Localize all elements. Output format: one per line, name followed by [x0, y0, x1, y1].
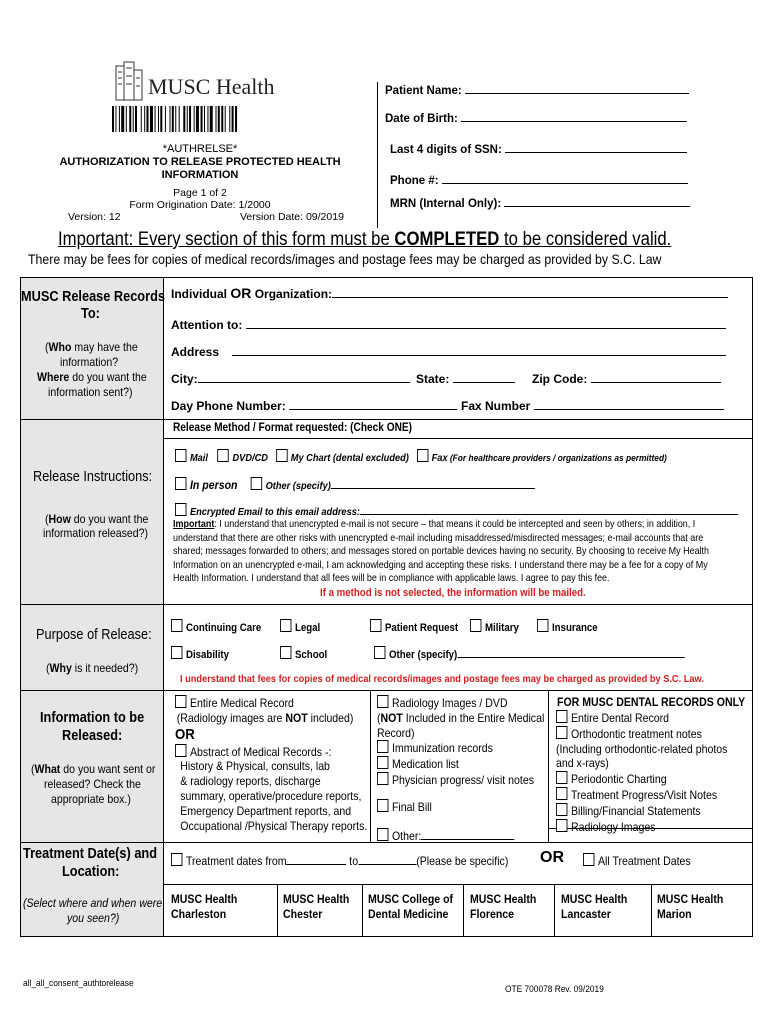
purpose-other[interactable] — [374, 646, 684, 661]
loc-col-divider-3 — [463, 884, 464, 936]
grid-bottom-border — [20, 936, 753, 937]
form-title-line2: INFORMATION — [161, 169, 239, 181]
specific-label: (Please be specific) — [416, 854, 509, 868]
treatment-dates-checkbox[interactable] — [171, 853, 182, 866]
treatment-heading-2: Location: — [62, 864, 120, 880]
military-checkbox[interactable] — [470, 619, 481, 632]
radiology-dvd-note — [377, 711, 544, 726]
location-florence[interactable] — [470, 892, 536, 922]
dvd-checkbox[interactable] — [218, 449, 229, 462]
location-dental[interactable] — [368, 892, 453, 922]
abstract-line: & radiology reports, discharge — [180, 774, 321, 789]
location-line-1: MUSC Health — [171, 892, 238, 906]
ortho-option[interactable] — [556, 726, 727, 742]
in-person-checkbox[interactable] — [175, 477, 186, 490]
purpose-label-cell — [21, 604, 163, 690]
location-line-1: MUSC Health — [283, 892, 350, 906]
treatment-progress-label: Treatment Progress/Visit Notes — [570, 787, 718, 802]
header-divider — [377, 82, 378, 228]
purpose-continuing-care[interactable] — [171, 619, 261, 634]
why-bold: Why — [49, 661, 72, 675]
building-logo-icon — [112, 58, 146, 102]
release-to-heading: MUSC Release Records — [21, 289, 165, 305]
or-separator: OR — [175, 725, 195, 743]
loc-col-divider-4 — [554, 884, 555, 936]
abstract-option[interactable] — [175, 744, 367, 760]
what-hint: (What do you want sent or — [31, 762, 156, 776]
mrn-label: MRN (Internal Only): — [390, 198, 502, 210]
abstract-line: summary, operative/procedure reports, — [180, 788, 362, 803]
state-field[interactable] — [416, 372, 515, 386]
abstract-checkbox[interactable] — [175, 744, 186, 757]
logo-text: MUSC Health — [148, 74, 275, 99]
insurance-label: Insurance — [551, 622, 598, 634]
perio-option[interactable] — [556, 771, 727, 787]
version-date: Version Date: 09/2019 — [240, 211, 344, 223]
info-col-divider-2 — [548, 690, 549, 842]
military-label: Military — [484, 622, 519, 634]
grid-top-border — [20, 277, 753, 278]
insurance-checkbox[interactable] — [537, 619, 548, 632]
entire-record-option[interactable] — [175, 695, 367, 711]
who-hint-2: information? — [60, 355, 119, 369]
release-instructions-heading: Release Instructions: — [33, 469, 153, 485]
grid-right-border — [752, 277, 753, 937]
location-line-1: MUSC Health — [470, 892, 537, 906]
medication-option[interactable] — [377, 756, 544, 772]
purpose-insurance[interactable] — [537, 619, 598, 634]
ortho-label: Orthodontic treatment notes — [570, 726, 702, 741]
release-method-label: Release Method / Format requested: (Check ONE) — [173, 422, 413, 434]
dob-field[interactable] — [385, 113, 687, 125]
patient-name-field[interactable] — [385, 85, 689, 97]
important-pre: Important: Every section of this form must be — [58, 229, 395, 250]
fax-note: (For healthcare providers / organizations as permitted) — [447, 453, 667, 464]
purpose-heading: Purpose of Release: — [36, 627, 152, 643]
school-checkbox[interactable] — [280, 646, 291, 659]
zip-field[interactable] — [532, 372, 721, 386]
legal-checkbox[interactable] — [280, 619, 291, 632]
medication-checkbox[interactable] — [377, 756, 388, 769]
fax-number-field[interactable] — [461, 399, 724, 413]
treatment-progress-option[interactable] — [556, 787, 727, 803]
radiology-images-option[interactable] — [377, 695, 544, 711]
location-lancaster[interactable] — [561, 892, 627, 922]
where-rest: do you want the — [69, 370, 147, 384]
where-hint-2: information sent?) — [48, 385, 133, 399]
immunization-option[interactable] — [377, 740, 544, 756]
zip-label: Zip Code: — [532, 372, 588, 386]
important-underlined — [58, 229, 671, 250]
how-rest: do you want the — [70, 512, 149, 526]
entire-dental-checkbox[interactable] — [556, 710, 567, 723]
organization-label: Organization: — [254, 287, 333, 301]
radiology-note-pre: (Radiology images are — [176, 710, 286, 725]
phone-field[interactable] — [390, 175, 688, 187]
legal-label: Legal — [294, 622, 321, 634]
fax-number-label: Fax Number — [461, 399, 531, 413]
mychart-label: My Chart (dental excluded) — [290, 452, 409, 464]
purpose-other-label: Other (specify) — [388, 649, 458, 661]
billing-option[interactable] — [556, 803, 727, 819]
page-info: Page 1 of 2 — [173, 187, 227, 199]
what-bold: What — [34, 762, 61, 776]
address-field[interactable] — [171, 345, 726, 359]
mychart-option[interactable] — [276, 452, 409, 464]
ortho-note-2: and x-rays) — [556, 756, 609, 771]
school-label: School — [294, 649, 328, 661]
disclaimer-important: Important — [173, 519, 215, 530]
fees-notice: There may be fees for copies of medical records/images and postage fees may be charged as provided by S.C. Law — [28, 251, 662, 267]
ortho-note: (Including orthodontic-related photos — [556, 741, 728, 756]
footer-left: all_all_consent_authtorelease — [23, 978, 134, 989]
immunization-checkbox[interactable] — [377, 740, 388, 753]
important-notice — [58, 229, 671, 251]
form-code: *AUTHRELSE* — [162, 143, 238, 155]
disclaimer-text: : I understand that unencrypted e-mail is not secure – that means it could be intercepted and seen by others; in addition, I — [214, 519, 696, 530]
day-phone-field[interactable] — [171, 399, 457, 413]
attention-field[interactable] — [171, 318, 726, 332]
radiology-note-post: included) — [307, 710, 354, 725]
origination-date: Form Origination Date: 1/2000 — [129, 199, 271, 211]
location-line-2: Marion — [657, 907, 692, 921]
mychart-checkbox[interactable] — [276, 449, 287, 462]
other-method-label: Other (specify) — [265, 480, 331, 492]
radiology-images-label: Radiology Images / DVD — [391, 696, 508, 710]
dob-label: Date of Birth: — [385, 113, 458, 125]
individual-label: Individual — [171, 287, 228, 301]
billing-checkbox[interactable] — [556, 803, 567, 816]
final-bill-checkbox[interactable] — [377, 799, 388, 812]
why-hint: (Why is it needed?) — [46, 661, 139, 675]
disclaimer-line — [173, 518, 709, 532]
loc-col-divider-1 — [277, 884, 278, 936]
final-bill-option[interactable] — [377, 799, 432, 814]
dvd-option[interactable] — [218, 452, 268, 464]
dvd-label: DVD/CD — [232, 452, 268, 464]
purpose-school[interactable] — [280, 646, 327, 661]
purpose-other-checkbox[interactable] — [374, 646, 385, 659]
treatment-or: OR — [540, 849, 564, 866]
dates-from-label: Treatment dates from — [185, 854, 287, 868]
loc-col-divider-2 — [362, 884, 363, 936]
info-heading: Information to be — [40, 710, 145, 726]
release-method-row-2 — [175, 477, 535, 492]
what-hint-2: released? Check the — [44, 777, 141, 791]
mrn-field[interactable] — [390, 198, 690, 210]
treatment-heading: Treatment Date(s) and — [23, 846, 158, 862]
city-field[interactable] — [171, 372, 410, 386]
mail-option[interactable] — [175, 452, 208, 464]
radiology-note-not: NOT — [285, 710, 308, 725]
who-rest: may have the — [71, 340, 138, 354]
immunization-label: Immunization records — [391, 741, 493, 756]
disclaimer-line: shared; messages forwarded to others; and messages stored on portable devices having no security. By choosing to receive My Health — [173, 546, 710, 558]
billing-label: Billing/Financial Statements — [570, 803, 701, 818]
release-method-row-1 — [175, 449, 667, 464]
important-strong: COMPLETED — [394, 229, 500, 250]
row-divider-2 — [20, 604, 753, 605]
important-post: to be considered valid. — [499, 229, 672, 250]
treatment-dates-field[interactable] — [171, 853, 508, 868]
where-hint — [37, 370, 147, 384]
grid-left-border — [20, 277, 21, 937]
where-bold: Where — [37, 370, 70, 384]
continuing-care-checkbox[interactable] — [171, 619, 182, 632]
medication-label: Medication list — [391, 757, 459, 772]
patient-request-label: Patient Request — [384, 622, 459, 634]
how-hint-2: information released?) — [43, 526, 149, 540]
what-hint-3: appropriate box.) — [51, 792, 131, 806]
progress-notes-option[interactable] — [377, 772, 544, 788]
purpose-legal[interactable] — [280, 619, 320, 634]
release-method-divider — [163, 438, 753, 439]
ssn-label: Last 4 digits of SSN: — [390, 144, 502, 156]
footer-right: OTE 700078 Rev. 09/2019 — [505, 984, 604, 995]
encrypted-email-label: Encrypted Email to this email address: — [189, 506, 360, 518]
abstract-line: History & Physical, consults, lab — [180, 759, 330, 774]
dvd-note-post: Included in the Entire Medical — [402, 710, 545, 725]
abstract-label: Abstract of Medical Records -: — [189, 744, 332, 759]
dvd-note-pre: ( — [377, 710, 381, 725]
abstract-line: Emergency Department reports, and — [180, 803, 352, 818]
musc-logo — [112, 58, 292, 102]
grid-label-divider — [163, 277, 164, 937]
loc-col-divider-5 — [651, 884, 652, 936]
mail-checkbox[interactable] — [175, 449, 186, 462]
dental-radiology-option[interactable] — [556, 819, 727, 835]
dental-radiology-checkbox[interactable] — [556, 819, 567, 832]
continuing-care-label: Continuing Care — [185, 622, 262, 634]
entire-dental-option[interactable] — [556, 710, 727, 726]
all-dates-checkbox[interactable] — [583, 853, 594, 866]
how-hint: (How do you want the — [45, 512, 149, 526]
radiology-dvd-note-2: Record) — [377, 725, 415, 740]
disability-checkbox[interactable] — [171, 646, 182, 659]
city-label: City: — [171, 372, 198, 386]
fax-option[interactable] — [417, 452, 667, 464]
ortho-checkbox[interactable] — [556, 726, 567, 739]
disclaimer-line: Information on an unencrypted e-mail, I am acknowledging and accepting these risks. I understand there may be a fee for a copy of My — [173, 559, 708, 571]
other-method-checkbox[interactable] — [251, 477, 262, 490]
location-line-2: Dental Medicine — [368, 907, 449, 921]
day-phone-label: Day Phone Number: — [171, 399, 286, 413]
dvd-note-not: NOT — [380, 710, 403, 725]
organization-field[interactable] — [171, 285, 728, 301]
how-bold: How — [48, 512, 71, 526]
email-disclaimer — [173, 518, 709, 586]
who-bold: Who — [48, 340, 72, 354]
location-line-2: Florence — [470, 907, 515, 921]
location-marion[interactable] — [657, 892, 723, 922]
dental-radiology-label: Radiology Images — [570, 819, 656, 834]
info-other-checkbox[interactable] — [377, 828, 388, 841]
entire-record-checkbox[interactable] — [175, 695, 186, 708]
release-to-heading-2 — [81, 306, 100, 322]
encrypted-email-option[interactable] — [175, 503, 738, 518]
info-col-divider-1 — [370, 690, 371, 842]
who-hint: (Who may have the — [45, 340, 138, 354]
phone-label: Phone #: — [390, 175, 439, 187]
why-rest: is it needed?) — [71, 661, 139, 675]
row-divider-1 — [20, 419, 753, 420]
row-divider-3 — [20, 690, 753, 691]
release-to-to: To: — [81, 306, 100, 322]
address-label: Address — [171, 345, 220, 359]
info-column-1 — [175, 695, 367, 833]
state-label: State: — [416, 372, 450, 386]
patient-name-label: Patient Name: — [385, 85, 462, 97]
info-column-3 — [556, 710, 727, 834]
mail-label: Mail — [189, 452, 208, 464]
perio-label: Periodontic Charting — [570, 772, 667, 787]
barcode — [112, 106, 284, 132]
entire-record-label: Entire Medical Record — [189, 696, 294, 710]
purpose-military[interactable] — [470, 619, 519, 634]
location-line-2: Charleston — [171, 907, 227, 921]
or-label: OR — [230, 285, 252, 301]
what-rest: do you want sent or — [60, 762, 156, 776]
dental-heading: FOR MUSC DENTAL RECORDS ONLY — [557, 695, 746, 709]
location-line-1: MUSC Health — [657, 892, 724, 906]
entire-dental-label: Entire Dental Record — [570, 711, 669, 725]
row-divider-5 — [163, 884, 753, 885]
info-other-label: Other: — [391, 829, 422, 843]
final-bill-label: Final Bill — [391, 800, 432, 814]
radiology-images-checkbox[interactable] — [377, 695, 388, 708]
form-title-line1: AUTHORIZATION TO RELEASE PROTECTED HEALTH — [59, 156, 341, 168]
radiology-note — [177, 711, 368, 726]
disclaimer-line: Health Information. I understand that all fees will be in compliance with applicable laws. I agree to pay this fee. — [173, 573, 610, 585]
location-line-2: Chester — [283, 907, 323, 921]
purpose-fee-note: I understand that fees for copies of medical records/images and postage fees may be charged as provided by S.C. Law. — [180, 673, 704, 685]
attention-label: Attention to: — [171, 318, 243, 332]
perio-checkbox[interactable] — [556, 771, 567, 784]
info-column-2 — [377, 695, 544, 788]
location-line-1: MUSC Health — [561, 892, 628, 906]
location-charleston[interactable] — [171, 892, 237, 922]
progress-notes-checkbox[interactable] — [377, 772, 388, 785]
encrypted-email-checkbox[interactable] — [175, 503, 186, 516]
purpose-disability[interactable] — [171, 646, 229, 661]
location-line-1: MUSC College of — [368, 892, 454, 906]
abstract-line: Occupational /Physical Therapy reports. — [180, 818, 368, 833]
treatment-progress-checkbox[interactable] — [556, 787, 567, 800]
in-person-label: In person — [189, 478, 238, 492]
purpose-patient-request[interactable] — [370, 619, 458, 634]
location-line-2: Lancaster — [561, 907, 611, 921]
in-person-option[interactable] — [175, 480, 237, 492]
all-dates-option[interactable] — [583, 853, 691, 868]
ssn-field[interactable] — [390, 144, 687, 156]
mail-default-warning: If a method is not selected, the information will be mailed. — [320, 587, 586, 599]
dates-to-label: to — [349, 854, 359, 868]
select-hint-2: you seen?) — [67, 911, 120, 925]
all-dates-label: All Treatment Dates — [597, 854, 691, 868]
info-heading-2: Released: — [62, 728, 123, 744]
version: Version: 12 — [68, 211, 121, 223]
select-hint: (Select where and when were — [23, 896, 163, 910]
patient-request-checkbox[interactable] — [370, 619, 381, 632]
other-method-option[interactable] — [251, 480, 535, 492]
fax-option-label: Fax — [431, 452, 448, 464]
location-chester[interactable] — [283, 892, 349, 922]
fax-checkbox[interactable] — [417, 449, 428, 462]
disability-label: Disability — [185, 649, 229, 661]
disclaimer-line: understand that there are other risks with unencrypted e-mail including misaddressed/misdirected messages; e-mail accounts that are — [173, 532, 704, 544]
info-other-option[interactable] — [377, 828, 515, 843]
progress-notes-label: Physician progress/ visit notes — [391, 772, 534, 787]
